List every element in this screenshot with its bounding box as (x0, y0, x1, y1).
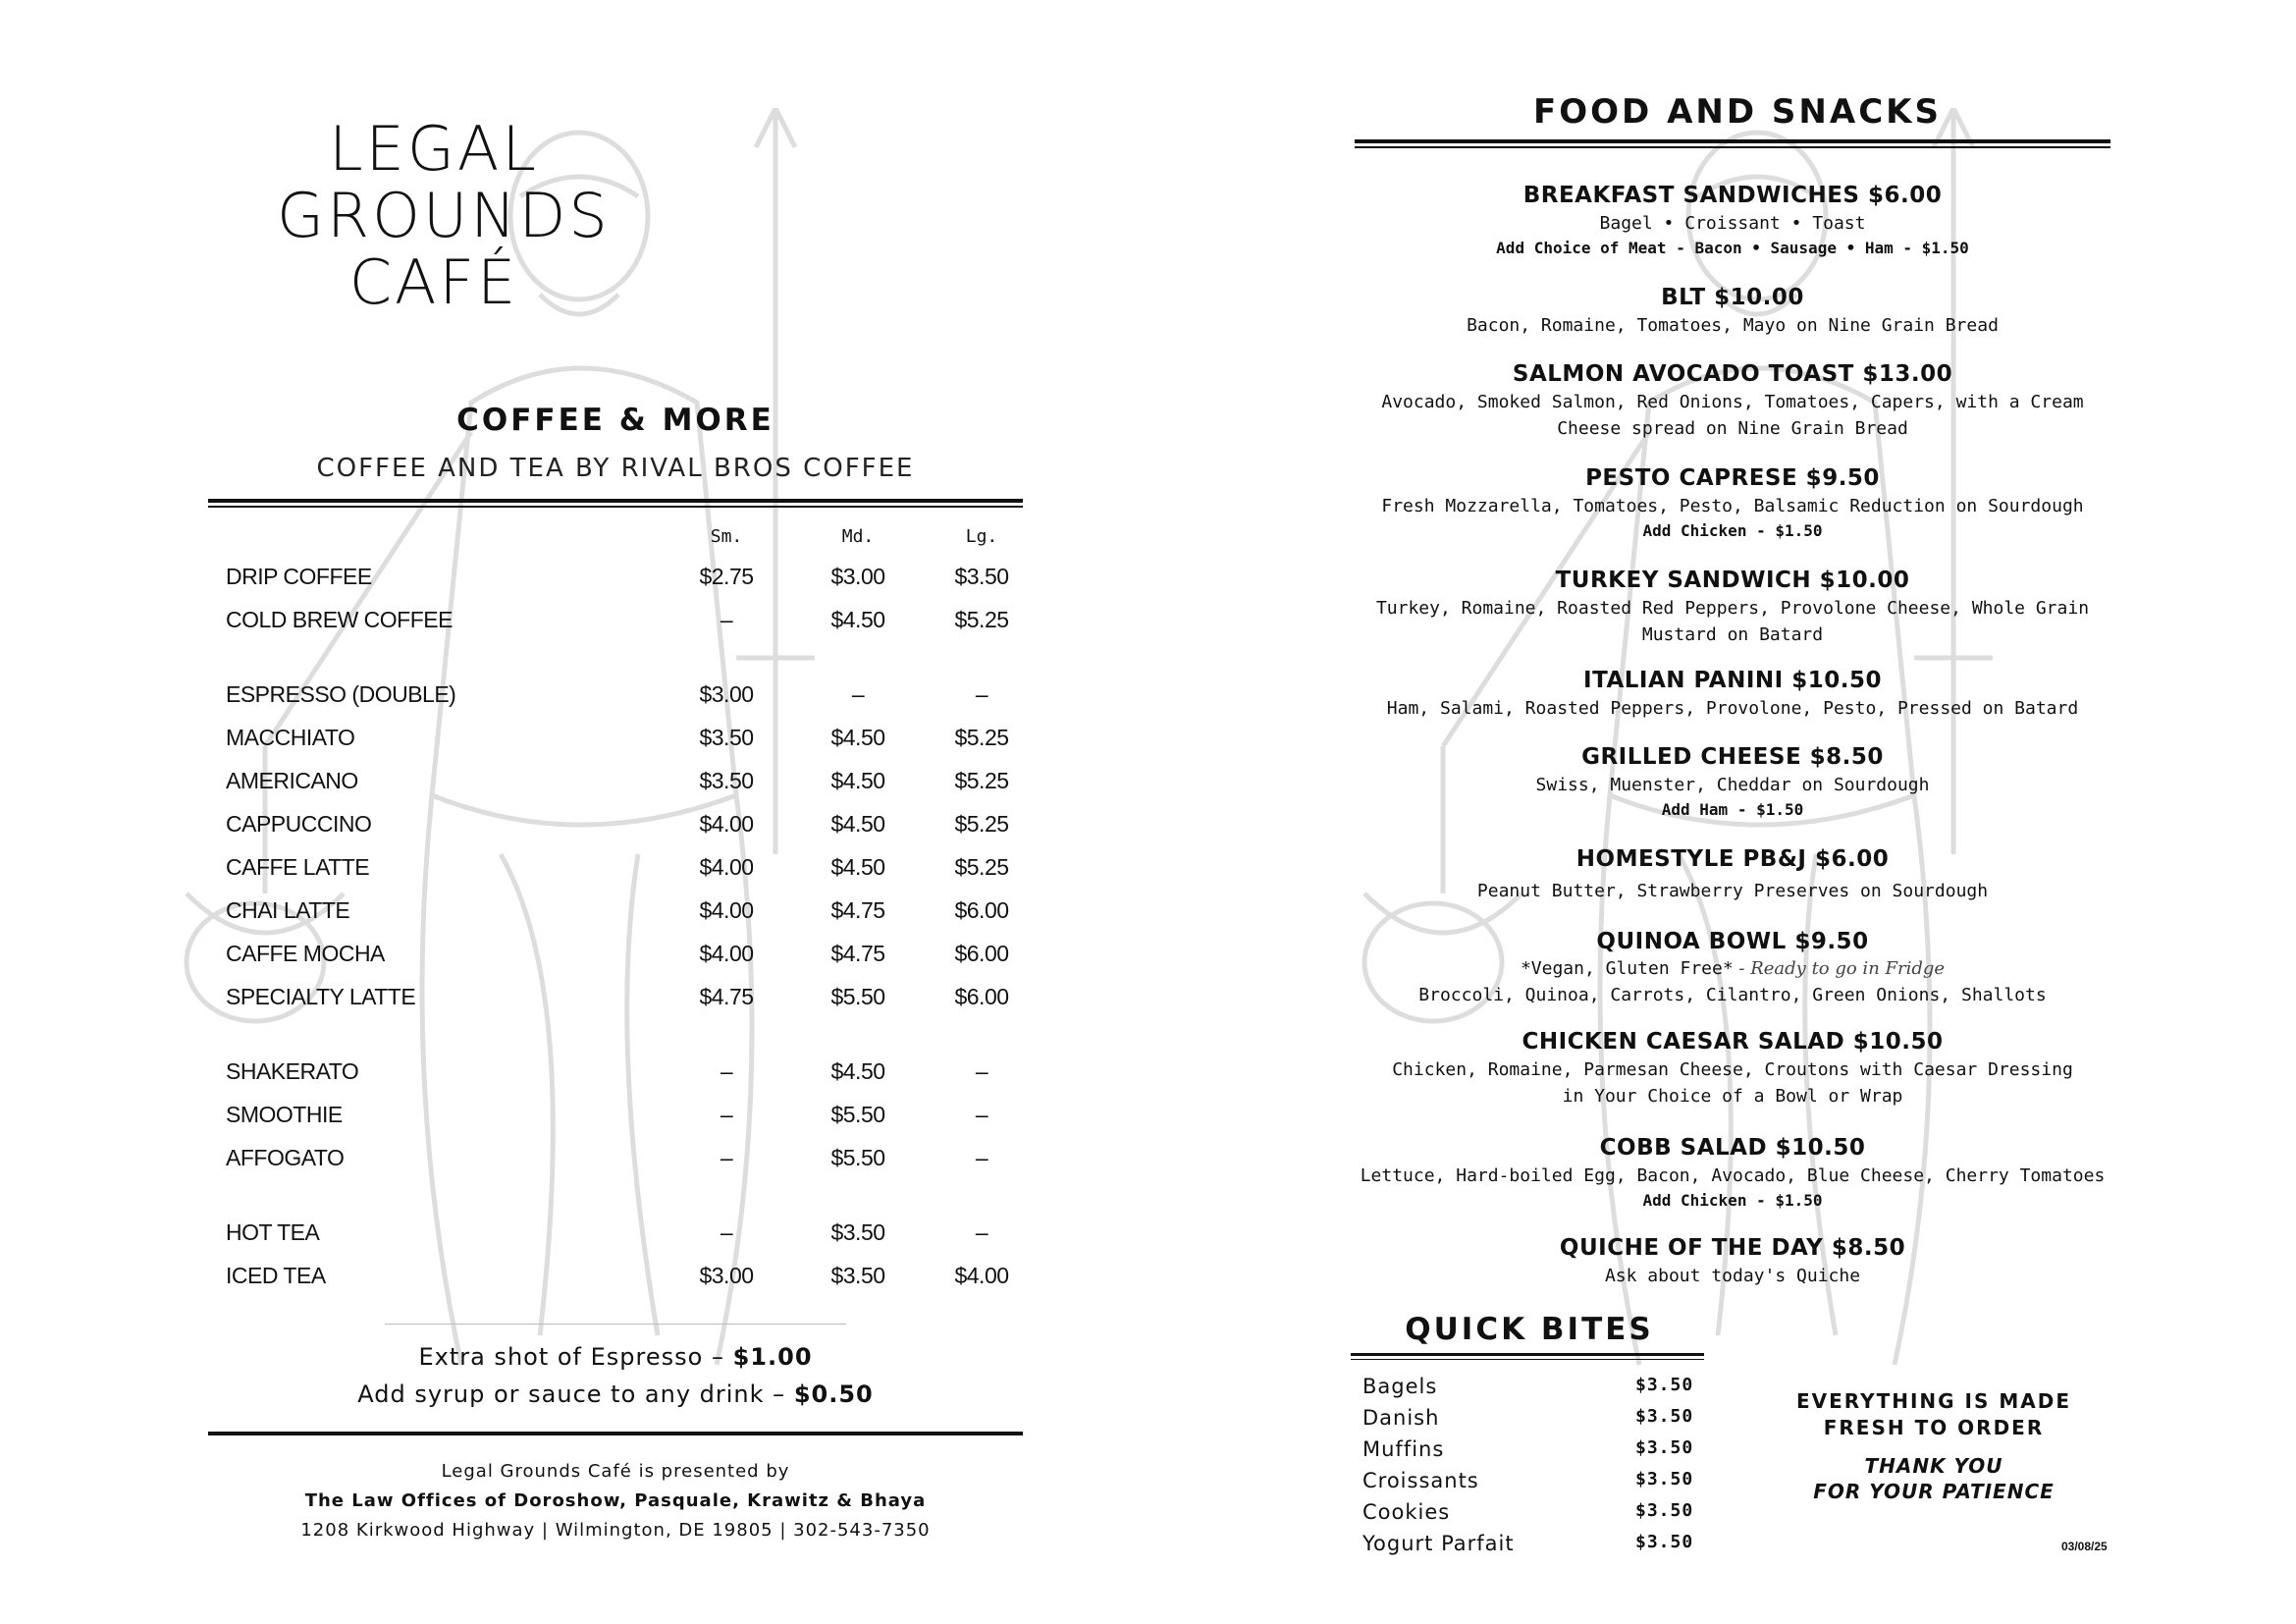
price-medium: $4.75 (830, 897, 885, 923)
food-name: QUINOA BOWL $9.50 (1596, 929, 1869, 954)
drink-row (226, 984, 1011, 1019)
thanks-line-2: FOR YOUR PATIENCE (1813, 1480, 2055, 1503)
drink-row (226, 768, 1011, 803)
food-desc: Ham, Salami, Roasted Peppers, Provolone, Pesto, Pressed on Batard (1386, 698, 2079, 719)
food-add-on: Add Ham - $1.50 (1661, 800, 1804, 819)
price-large: $6.00 (954, 984, 1009, 1009)
price-large: $5.25 (954, 854, 1009, 880)
size-header-small: Sm. (710, 526, 743, 547)
price-large: $5.25 (954, 725, 1009, 750)
price-medium: $5.50 (830, 1102, 885, 1127)
price-small: $4.75 (699, 984, 754, 1009)
extra-syrup-sauce (208, 1380, 1023, 1408)
food-name: SALMON AVOCADO TOAST $13.00 (1512, 361, 1953, 387)
quick-bite-name: Cookies (1362, 1500, 1451, 1524)
extras-divider (385, 1324, 846, 1325)
quick-bite-price: $3.50 (1635, 1375, 1694, 1395)
price-large: $3.50 (954, 564, 1009, 589)
drink-row (226, 897, 1011, 933)
food-item-chicken-caesar-salad (1355, 1027, 2110, 1110)
price-small: – (720, 1058, 733, 1084)
drink-name: AFFOGATO (226, 1145, 345, 1170)
coffee-section-subtitle: COFFEE AND TEA BY RIVAL BROS COFFEE (316, 454, 915, 483)
drink-name: SHAKERATO (226, 1058, 359, 1084)
drink-name: CAPPUCCINO (226, 811, 372, 837)
drink-name: HOT TEA (226, 1219, 320, 1245)
drink-name: AMERICANO (226, 768, 358, 793)
food-name: GRILLED CHEESE $8.50 (1581, 744, 1884, 770)
price-medium: $5.50 (830, 984, 885, 1009)
food-name: CHICKEN CAESAR SALAD $10.50 (1522, 1029, 1944, 1055)
price-medium: $4.50 (830, 1058, 885, 1084)
quick-bite-price: $3.50 (1635, 1532, 1694, 1552)
fridge-note: - Ready to go in Fridge (1733, 958, 1946, 979)
price-small: $4.00 (699, 854, 754, 880)
quick-bite-name: Muffins (1362, 1437, 1445, 1461)
price-medium: $4.75 (830, 941, 885, 966)
quick-bite-price: $3.50 (1635, 1500, 1694, 1521)
drink-name: ICED TEA (226, 1263, 326, 1288)
price-small: $3.00 (699, 1263, 754, 1288)
quick-bite-name: Croissants (1362, 1469, 1479, 1492)
price-small: $4.00 (699, 897, 754, 923)
food-desc: Turkey, Romaine, Roasted Red Peppers, Provolone Cheese, Whole Grain Mustard on Batard (1375, 598, 2090, 645)
price-small: $4.00 (699, 811, 754, 837)
quick-bite-item (1362, 1500, 1706, 1532)
price-medium: $3.50 (830, 1219, 885, 1245)
drink-name: DRIP COFFEE (226, 564, 372, 589)
fresh-to-order-notice (1767, 1388, 2101, 1441)
price-large: $5.25 (954, 607, 1009, 632)
food-item-breakfast-sandwiches (1355, 181, 2110, 260)
price-large: – (975, 1058, 988, 1084)
dietary-label: *Vegan, Gluten Free* (1520, 958, 1734, 979)
food-double-rule (1355, 139, 2110, 148)
price-medium: $3.00 (830, 564, 885, 589)
food-name: QUICHE OF THE DAY $8.50 (1559, 1235, 1906, 1261)
price-medium: $4.50 (830, 854, 885, 880)
food-name: ITALIAN PANINI $10.50 (1583, 668, 1882, 693)
price-small: $2.75 (699, 564, 754, 589)
food-item-homestyle-pbj (1355, 844, 2110, 904)
food-item-turkey-sandwich (1355, 566, 2110, 648)
quick-bite-price: $3.50 (1635, 1406, 1694, 1427)
food-desc: Chicken, Romaine, Parmesan Cheese, Croutons with Caesar Dressing in Your Choice of a Bowl or Wrap (1392, 1059, 2073, 1107)
footer-presented-by: Legal Grounds Café is presented by (441, 1461, 790, 1482)
price-large: – (975, 1145, 988, 1170)
food-desc: Peanut Butter, Strawberry Preserves on Sourdough (1476, 881, 1989, 901)
drink-row (226, 941, 1011, 976)
drink-name: CAFFE MOCHA (226, 941, 385, 966)
price-large: – (975, 1219, 988, 1245)
food-add-on: Add Chicken - $1.50 (1642, 521, 1823, 540)
size-header-medium: Md. (841, 526, 875, 547)
food-item-pesto-caprese (1355, 463, 2110, 543)
drink-row (226, 1219, 1011, 1255)
food-item-grilled-cheese (1355, 742, 2110, 822)
footer-law-office: The Law Offices of Doroshow, Pasquale, Krawitz & Bhaya (304, 1490, 927, 1511)
drink-name: COLD BREW COFFEE (226, 607, 453, 632)
drink-row (226, 854, 1011, 890)
food-name: PESTO CAPRESE $9.50 (1585, 465, 1880, 491)
food-item-blt (1355, 283, 2110, 339)
quick-bite-name: Danish (1362, 1406, 1440, 1430)
quick-bite-name: Bagels (1362, 1375, 1438, 1398)
coffee-double-rule (208, 499, 1023, 508)
thank-you-notice (1767, 1453, 2101, 1504)
price-small: $3.00 (699, 681, 754, 707)
footer-rule (208, 1432, 1023, 1435)
quick-bite-price: $3.50 (1635, 1469, 1694, 1489)
food-desc: Avocado, Smoked Salmon, Red Onions, Tomatoes, Capers, with a Cream Cheese spread on Nine Grain Bread (1381, 392, 2084, 439)
quick-bite-item (1362, 1469, 1706, 1500)
price-small: $3.50 (699, 768, 754, 793)
quick-bites-rule (1351, 1353, 1704, 1360)
drink-row (226, 607, 1011, 642)
drink-row (226, 564, 1011, 599)
drink-name: SMOOTHIE (226, 1102, 343, 1127)
drink-row (226, 1145, 1011, 1180)
food-desc: Bacon, Romaine, Tomatoes, Mayo on Nine Grain Bread (1467, 315, 1999, 336)
price-medium: – (851, 681, 865, 707)
extra-espresso-shot (208, 1343, 1023, 1371)
food-desc: Ask about today's Quiche (1604, 1266, 1861, 1286)
price-medium: $4.50 (830, 768, 885, 793)
price-large: $4.00 (954, 1263, 1009, 1288)
price-small: – (720, 607, 733, 632)
drink-name: SPECIALTY LATTE (226, 984, 416, 1009)
price-medium: $4.50 (830, 811, 885, 837)
drink-row (226, 811, 1011, 846)
food-desc: Fresh Mozzarella, Tomatoes, Pesto, Balsamic Reduction on Sourdough (1381, 496, 2084, 516)
price-medium: $4.50 (830, 607, 885, 632)
brand-line-1: LEGAL (329, 113, 539, 185)
extra-price: $0.50 (793, 1380, 874, 1408)
food-item-quiche-of-the-day (1355, 1233, 2110, 1289)
food-dietary-note (1355, 956, 2110, 982)
notice-line-1: EVERYTHING IS MADE (1796, 1389, 2071, 1413)
food-desc: Bagel • Croissant • Toast (1599, 213, 1866, 234)
food-name: BLT $10.00 (1661, 285, 1804, 310)
food-desc: Swiss, Muenster, Cheddar on Sourdough (1535, 775, 1930, 795)
brand-line-2: GROUNDS (277, 180, 611, 251)
price-large: $5.25 (954, 811, 1009, 837)
food-name: COBB SALAD $10.50 (1599, 1135, 1866, 1161)
drink-name: CAFFE LATTE (226, 854, 370, 880)
drink-name: MACCHIATO (226, 725, 355, 750)
food-section-title: FOOD AND SNACKS (1533, 92, 1942, 132)
food-item-salmon-avocado-toast (1355, 359, 2110, 442)
quick-bite-item (1362, 1532, 1706, 1563)
brand-line-3: CAFÉ (348, 246, 519, 318)
price-medium: $4.50 (830, 725, 885, 750)
price-large: $5.25 (954, 768, 1009, 793)
quick-bite-item (1362, 1437, 1706, 1469)
food-name: HOMESTYLE PB&J $6.00 (1575, 846, 1890, 872)
notice-line-2: FRESH TO ORDER (1823, 1416, 2045, 1439)
price-large: $6.00 (954, 941, 1009, 966)
price-large: – (975, 681, 988, 707)
price-large: – (975, 1102, 988, 1127)
quick-bites-title: QUICK BITES (1405, 1312, 1654, 1347)
extra-price: $1.00 (732, 1343, 813, 1371)
price-small: $3.50 (699, 725, 754, 750)
drink-name: ESPRESSO (DOUBLE) (226, 681, 456, 707)
food-desc: Broccoli, Quinoa, Carrots, Cilantro, Green Onions, Shallots (1418, 985, 2047, 1005)
food-add-on: Add Chicken - $1.50 (1642, 1191, 1823, 1210)
food-item-quinoa-bowl (1355, 927, 2110, 1008)
food-add-on: Add Choice of Meat - Bacon • Sausage • Ham - $1.50 (1496, 239, 1969, 257)
footer-address: 1208 Kirkwood Highway | Wilmington, DE 19805 | 302-543-7350 (300, 1520, 931, 1541)
price-medium: $3.50 (830, 1263, 885, 1288)
coffee-section-title: COFFEE & MORE (456, 403, 774, 438)
price-large: $6.00 (954, 897, 1009, 923)
quick-bite-name: Yogurt Parfait (1362, 1532, 1515, 1555)
drink-row (226, 1058, 1011, 1094)
drink-row (226, 1263, 1011, 1298)
food-desc: Lettuce, Hard-boiled Egg, Bacon, Avocado, Blue Cheese, Cherry Tomatoes (1360, 1165, 2106, 1186)
drink-row (226, 1102, 1011, 1137)
price-small: $4.00 (699, 941, 754, 966)
thanks-line-1: THANK YOU (1864, 1454, 2003, 1478)
quick-bite-item (1362, 1406, 1706, 1437)
food-item-cobb-salad (1355, 1133, 2110, 1213)
cafe-logo-title (277, 113, 611, 318)
extra-label: Add syrup or sauce to any drink – (357, 1380, 786, 1408)
size-header-large: Lg. (965, 526, 998, 547)
quick-bite-item (1362, 1375, 1706, 1406)
menu-date: 03/08/25 (2061, 1540, 2108, 1553)
food-item-italian-panini (1355, 666, 2110, 722)
price-small: – (720, 1219, 733, 1245)
price-medium: $5.50 (830, 1145, 885, 1170)
extra-label: Extra shot of Espresso – (418, 1343, 724, 1371)
price-small: – (720, 1102, 733, 1127)
food-name: BREAKFAST SANDWICHES $6.00 (1522, 183, 1943, 208)
drink-row (226, 681, 1011, 717)
price-small: – (720, 1145, 733, 1170)
food-name: TURKEY SANDWICH $10.00 (1555, 568, 1910, 593)
drink-name: CHAI LATTE (226, 897, 350, 923)
drink-row (226, 725, 1011, 760)
quick-bite-price: $3.50 (1635, 1437, 1694, 1458)
